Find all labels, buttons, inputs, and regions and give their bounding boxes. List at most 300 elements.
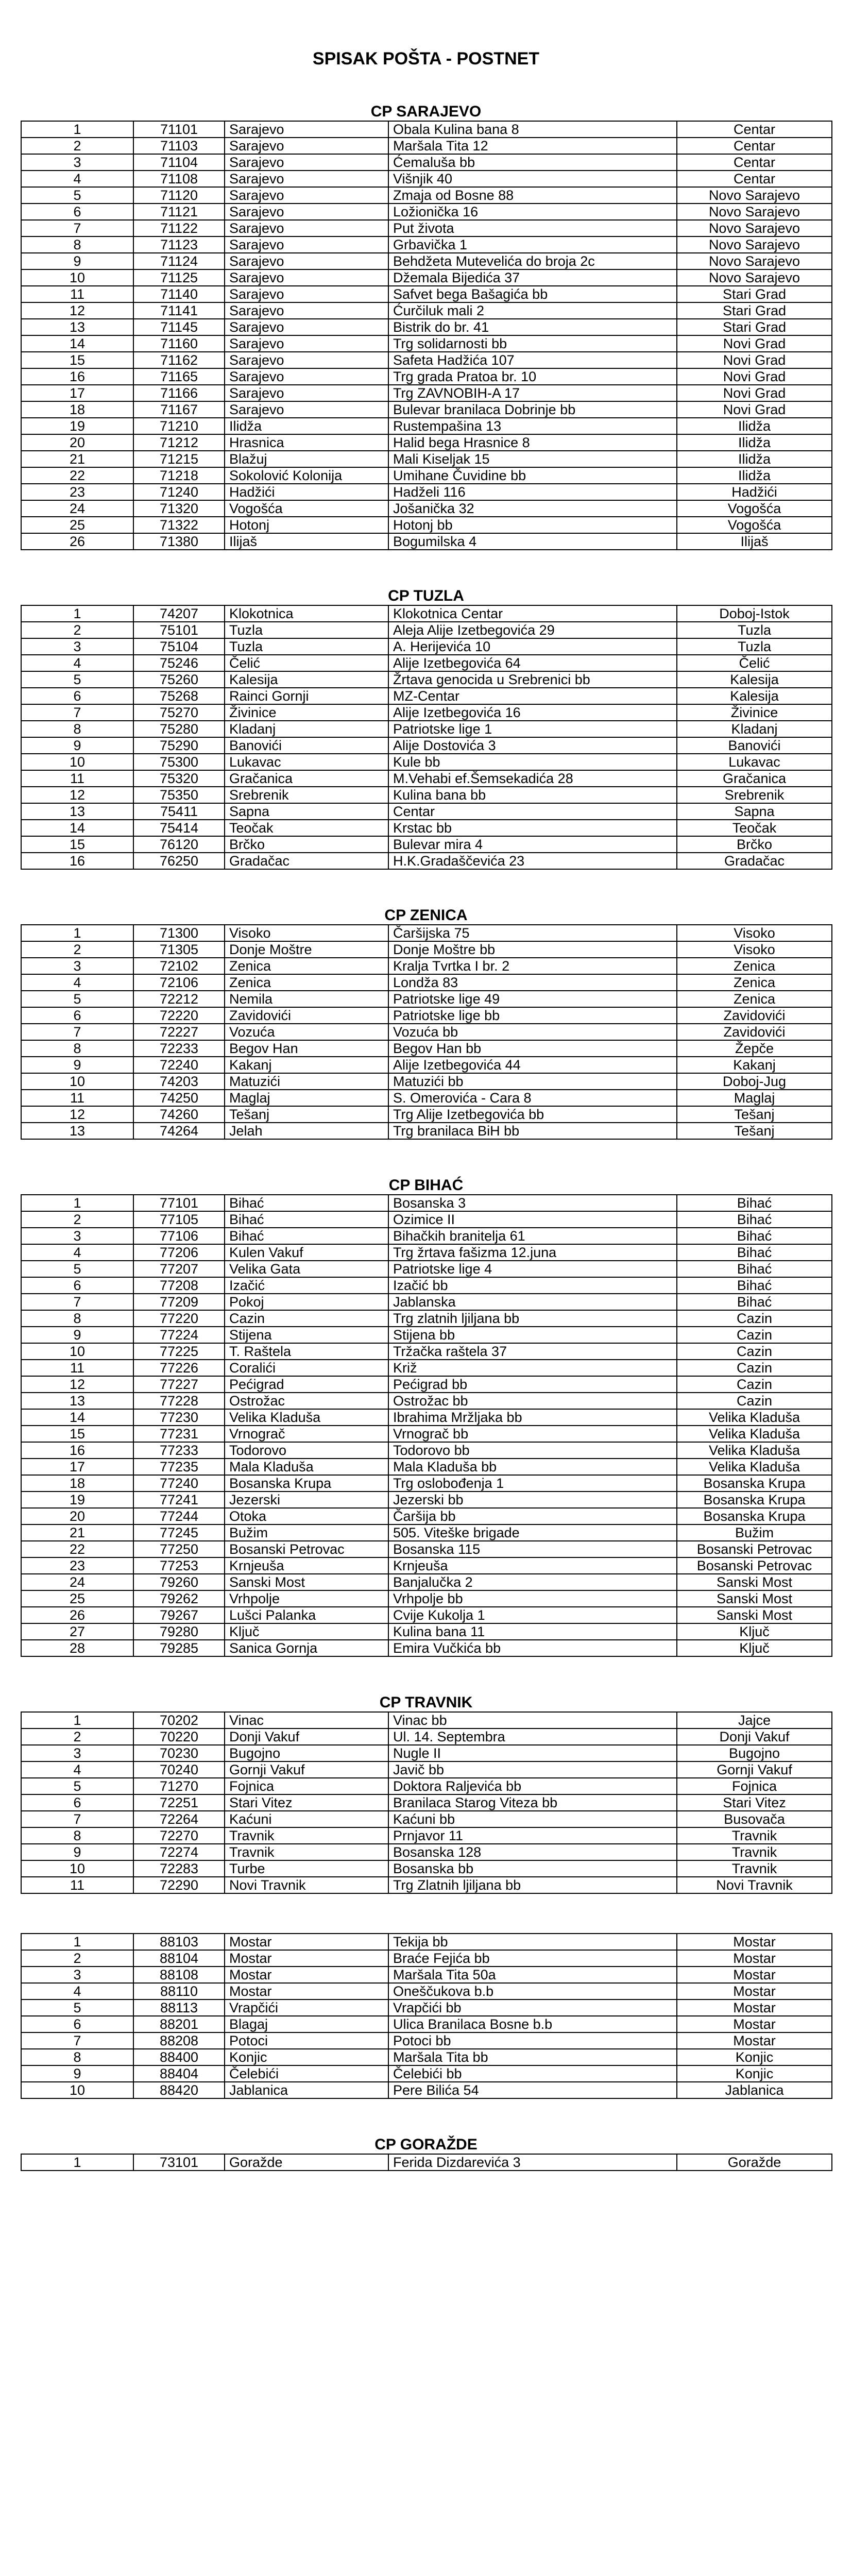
address: Mala Kladuša bb bbox=[388, 1459, 677, 1475]
row-number: 11 bbox=[21, 1090, 133, 1106]
center-name: Bihać bbox=[677, 1277, 832, 1294]
postal-code: 71125 bbox=[133, 269, 225, 286]
postal-code: 71160 bbox=[133, 335, 225, 352]
table-row bbox=[21, 787, 832, 803]
address: Maršala Tita 50a bbox=[388, 1967, 677, 1983]
postal-code: 77206 bbox=[133, 1244, 225, 1261]
center-name: Ilidža bbox=[677, 451, 832, 467]
address: Safvet bega Bašagića bb bbox=[388, 286, 677, 302]
postal-code: 77253 bbox=[133, 1557, 225, 1574]
postal-code: 76120 bbox=[133, 836, 225, 853]
table-row bbox=[21, 1073, 832, 1090]
place-name: Mostar bbox=[225, 1950, 388, 1967]
center-name: Busovača bbox=[677, 1811, 832, 1827]
center-name: Novi Grad bbox=[677, 368, 832, 385]
center-name: Novo Sarajevo bbox=[677, 269, 832, 286]
address: Jezerski bb bbox=[388, 1492, 677, 1508]
postal-code: 75260 bbox=[133, 671, 225, 688]
address: M.Vehabi ef.Šemsekadića 28 bbox=[388, 770, 677, 787]
table-row bbox=[21, 1228, 832, 1244]
address: Čaršija bb bbox=[388, 1508, 677, 1524]
address: Braće Fejića bb bbox=[388, 1950, 677, 1967]
postal-code: 74207 bbox=[133, 605, 225, 622]
row-number: 24 bbox=[21, 500, 133, 517]
address: Bosanska bb bbox=[388, 1860, 677, 1877]
postal-code: 79262 bbox=[133, 1590, 225, 1607]
table-row bbox=[21, 154, 832, 171]
address: Bosanska 3 bbox=[388, 1195, 677, 1211]
center-name: Tuzla bbox=[677, 638, 832, 655]
place-name: Todorovo bbox=[225, 1442, 388, 1459]
table-row bbox=[21, 605, 832, 622]
row-number: 10 bbox=[21, 269, 133, 286]
center-name: Zenica bbox=[677, 974, 832, 991]
center-name: Bosanski Petrovac bbox=[677, 1541, 832, 1557]
postal-code: 75246 bbox=[133, 655, 225, 671]
place-name: Lušci Palanka bbox=[225, 1607, 388, 1623]
place-name: Travnik bbox=[225, 1844, 388, 1860]
row-number: 7 bbox=[21, 1024, 133, 1040]
section-3 bbox=[21, 1177, 831, 1657]
row-number: 9 bbox=[21, 1327, 133, 1343]
address: Trg zlatnih ljiljana bb bbox=[388, 1310, 677, 1327]
address: Kulina bana bb bbox=[388, 787, 677, 803]
table-row bbox=[21, 1999, 832, 2016]
table-row bbox=[21, 1106, 832, 1123]
address: Bogumilska 4 bbox=[388, 533, 677, 550]
postal-code: 71380 bbox=[133, 533, 225, 550]
place-name: Sarajevo bbox=[225, 401, 388, 418]
address: Hadželi 116 bbox=[388, 484, 677, 500]
table-row bbox=[21, 335, 832, 352]
center-name: Vogošća bbox=[677, 500, 832, 517]
place-name: Vrnograč bbox=[225, 1426, 388, 1442]
postal-code: 71166 bbox=[133, 385, 225, 401]
center-name: Cazin bbox=[677, 1343, 832, 1360]
address: Tekija bb bbox=[388, 1934, 677, 1950]
center-name: Mostar bbox=[677, 1967, 832, 1983]
place-name: Bugojno bbox=[225, 1745, 388, 1761]
table-row bbox=[21, 836, 832, 853]
row-number: 19 bbox=[21, 1492, 133, 1508]
table-row bbox=[21, 820, 832, 836]
address: Ćemaluša bb bbox=[388, 154, 677, 171]
place-name: Bužim bbox=[225, 1524, 388, 1541]
row-number: 9 bbox=[21, 1844, 133, 1860]
center-name: Bugojno bbox=[677, 1745, 832, 1761]
center-name: Zenica bbox=[677, 958, 832, 974]
table-row bbox=[21, 500, 832, 517]
table-row bbox=[21, 721, 832, 737]
center-name: Novo Sarajevo bbox=[677, 236, 832, 253]
table-row bbox=[21, 1844, 832, 1860]
place-name: Velika Gata bbox=[225, 1261, 388, 1277]
place-name: Brčko bbox=[225, 836, 388, 853]
place-name: Živinice bbox=[225, 704, 388, 721]
center-name: Teočak bbox=[677, 820, 832, 836]
table-row bbox=[21, 958, 832, 974]
table-row bbox=[21, 941, 832, 958]
row-number: 5 bbox=[21, 1778, 133, 1794]
table-row bbox=[21, 220, 832, 236]
table-row bbox=[21, 655, 832, 671]
address: Patriotske lige bb bbox=[388, 1007, 677, 1024]
address: Patriotske lige 49 bbox=[388, 991, 677, 1007]
center-name: Bihać bbox=[677, 1195, 832, 1211]
row-number: 11 bbox=[21, 770, 133, 787]
address: Hotonj bb bbox=[388, 517, 677, 533]
table-row bbox=[21, 853, 832, 869]
table-row bbox=[21, 803, 832, 820]
center-name: Cazin bbox=[677, 1376, 832, 1393]
postal-code: 75414 bbox=[133, 820, 225, 836]
postal-code: 77224 bbox=[133, 1327, 225, 1343]
postal-code: 72227 bbox=[133, 1024, 225, 1040]
place-name: Ilijaš bbox=[225, 533, 388, 550]
table-row bbox=[21, 1195, 832, 1211]
row-number: 1 bbox=[21, 121, 133, 138]
postal-code: 88201 bbox=[133, 2016, 225, 2032]
table-row bbox=[21, 236, 832, 253]
center-name: Fojnica bbox=[677, 1778, 832, 1794]
postal-code: 88103 bbox=[133, 1934, 225, 1950]
table-row bbox=[21, 2082, 832, 2098]
postal-code: 79260 bbox=[133, 1574, 225, 1590]
table-row bbox=[21, 1057, 832, 1073]
postal-code: 72290 bbox=[133, 1877, 225, 1893]
place-name: Srebrenik bbox=[225, 787, 388, 803]
address: Begov Han bb bbox=[388, 1040, 677, 1057]
table-row bbox=[21, 533, 832, 550]
table-row bbox=[21, 1827, 832, 1844]
table-row bbox=[21, 1310, 832, 1327]
place-name: Izačić bbox=[225, 1277, 388, 1294]
row-number: 5 bbox=[21, 187, 133, 204]
center-name: Goražde bbox=[677, 2154, 832, 2171]
address: Kaćuni bb bbox=[388, 1811, 677, 1827]
table-row bbox=[21, 1492, 832, 1508]
address: Trg grada Pratoa br. 10 bbox=[388, 368, 677, 385]
place-name: Tuzla bbox=[225, 638, 388, 655]
postal-code: 71240 bbox=[133, 484, 225, 500]
postal-code: 77228 bbox=[133, 1393, 225, 1409]
row-number: 1 bbox=[21, 2154, 133, 2171]
table-row bbox=[21, 1393, 832, 1409]
table-row bbox=[21, 1574, 832, 1590]
postal-code: 72283 bbox=[133, 1860, 225, 1877]
address: Branilaca Starog Viteza bb bbox=[388, 1794, 677, 1811]
row-number: 18 bbox=[21, 1475, 133, 1492]
row-number: 12 bbox=[21, 787, 133, 803]
center-name: Donji Vakuf bbox=[677, 1728, 832, 1745]
address: Žrtava genocida u Srebrenici bb bbox=[388, 671, 677, 688]
center-name: Mostar bbox=[677, 1950, 832, 1967]
center-name: Bihać bbox=[677, 1261, 832, 1277]
address: Patriotske lige 1 bbox=[388, 721, 677, 737]
address: MZ-Centar bbox=[388, 688, 677, 704]
address: Vrapčići bb bbox=[388, 1999, 677, 2016]
row-number: 1 bbox=[21, 1934, 133, 1950]
table-row bbox=[21, 1343, 832, 1360]
address: Banjalučka 2 bbox=[388, 1574, 677, 1590]
row-number: 13 bbox=[21, 1393, 133, 1409]
place-name: Zenica bbox=[225, 958, 388, 974]
address: Bulevar mira 4 bbox=[388, 836, 677, 853]
postal-code: 72264 bbox=[133, 1811, 225, 1827]
center-name: Cazin bbox=[677, 1310, 832, 1327]
center-name: Mostar bbox=[677, 2032, 832, 2049]
row-number: 2 bbox=[21, 1950, 133, 1967]
place-name: Konjic bbox=[225, 2049, 388, 2065]
table-row bbox=[21, 754, 832, 770]
address: Rustempašina 13 bbox=[388, 418, 677, 434]
table-row bbox=[21, 385, 832, 401]
center-name: Konjic bbox=[677, 2049, 832, 2065]
row-number: 3 bbox=[21, 638, 133, 655]
place-name: Sapna bbox=[225, 803, 388, 820]
table-row bbox=[21, 925, 832, 941]
center-name: Tuzla bbox=[677, 622, 832, 638]
address: Bosanska 128 bbox=[388, 1844, 677, 1860]
row-number: 4 bbox=[21, 1244, 133, 1261]
center-name: Kalesija bbox=[677, 688, 832, 704]
place-name: Tešanj bbox=[225, 1106, 388, 1123]
place-name: Sanica Gornja bbox=[225, 1640, 388, 1656]
row-number: 10 bbox=[21, 1343, 133, 1360]
table-row bbox=[21, 974, 832, 991]
row-number: 7 bbox=[21, 2032, 133, 2049]
address: Put života bbox=[388, 220, 677, 236]
postal-code: 88420 bbox=[133, 2082, 225, 2098]
postal-code: 75270 bbox=[133, 704, 225, 721]
table-row bbox=[21, 1277, 832, 1294]
table-row bbox=[21, 269, 832, 286]
table-row bbox=[21, 187, 832, 204]
center-name: Bužim bbox=[677, 1524, 832, 1541]
row-number: 15 bbox=[21, 1426, 133, 1442]
row-number: 13 bbox=[21, 1123, 133, 1139]
table-row bbox=[21, 352, 832, 368]
postal-code: 77244 bbox=[133, 1508, 225, 1524]
table-row bbox=[21, 1761, 832, 1778]
address: Krnjeuša bbox=[388, 1557, 677, 1574]
table-row bbox=[21, 1877, 832, 1893]
postal-code: 79267 bbox=[133, 1607, 225, 1623]
table-row bbox=[21, 2154, 832, 2171]
postal-code: 77105 bbox=[133, 1211, 225, 1228]
row-number: 19 bbox=[21, 418, 133, 434]
postal-code: 79285 bbox=[133, 1640, 225, 1656]
place-name: Begov Han bbox=[225, 1040, 388, 1057]
row-number: 27 bbox=[21, 1623, 133, 1640]
address: Doktora Raljevića bb bbox=[388, 1778, 677, 1794]
address: Trg ZAVNOBIH-A 17 bbox=[388, 385, 677, 401]
postal-code: 79280 bbox=[133, 1623, 225, 1640]
center-name: Bihać bbox=[677, 1244, 832, 1261]
place-name: Banovići bbox=[225, 737, 388, 754]
center-name: Bihać bbox=[677, 1211, 832, 1228]
table-row bbox=[21, 1524, 832, 1541]
postal-code: 88404 bbox=[133, 2065, 225, 2082]
place-name: Vinac bbox=[225, 1712, 388, 1728]
postal-code: 70240 bbox=[133, 1761, 225, 1778]
postal-code: 71212 bbox=[133, 434, 225, 451]
row-number: 9 bbox=[21, 1057, 133, 1073]
postal-code: 71162 bbox=[133, 352, 225, 368]
table-row bbox=[21, 1590, 832, 1607]
table-row bbox=[21, 1211, 832, 1228]
address: Trg Zlatnih ljiljana bb bbox=[388, 1877, 677, 1893]
row-number: 26 bbox=[21, 533, 133, 550]
place-name: Matuzići bbox=[225, 1073, 388, 1090]
place-name: Nemila bbox=[225, 991, 388, 1007]
place-name: Sarajevo bbox=[225, 286, 388, 302]
postal-code: 75290 bbox=[133, 737, 225, 754]
center-name: Stari Grad bbox=[677, 319, 832, 335]
address: Mali Kiseljak 15 bbox=[388, 451, 677, 467]
place-name: Jablanica bbox=[225, 2082, 388, 2098]
center-name: Ključ bbox=[677, 1623, 832, 1640]
place-name: Vogošća bbox=[225, 500, 388, 517]
center-name: Doboj-Jug bbox=[677, 1073, 832, 1090]
postal-code: 71123 bbox=[133, 236, 225, 253]
row-number: 6 bbox=[21, 2016, 133, 2032]
address: Klokotnica Centar bbox=[388, 605, 677, 622]
place-name: Stari Vitez bbox=[225, 1794, 388, 1811]
center-name: Travnik bbox=[677, 1827, 832, 1844]
row-number: 12 bbox=[21, 1376, 133, 1393]
row-number: 14 bbox=[21, 1409, 133, 1426]
row-number: 1 bbox=[21, 605, 133, 622]
row-number: 5 bbox=[21, 1999, 133, 2016]
address: Javič bb bbox=[388, 1761, 677, 1778]
row-number: 11 bbox=[21, 1877, 133, 1893]
table-row bbox=[21, 1728, 832, 1745]
table-row bbox=[21, 1459, 832, 1475]
address: Ložionička 16 bbox=[388, 204, 677, 220]
address: Centar bbox=[388, 803, 677, 820]
row-number: 25 bbox=[21, 517, 133, 533]
postal-code: 72240 bbox=[133, 1057, 225, 1073]
address: Emira Vučkića bb bbox=[388, 1640, 677, 1656]
place-name: Gradačac bbox=[225, 853, 388, 869]
place-name: Sarajevo bbox=[225, 171, 388, 187]
center-name: Bosanska Krupa bbox=[677, 1492, 832, 1508]
postal-code: 77231 bbox=[133, 1426, 225, 1442]
place-name: Bihać bbox=[225, 1228, 388, 1244]
row-number: 18 bbox=[21, 401, 133, 418]
row-number: 8 bbox=[21, 1310, 133, 1327]
center-name: Cazin bbox=[677, 1327, 832, 1343]
address: Čaršijska 75 bbox=[388, 925, 677, 941]
row-number: 6 bbox=[21, 1007, 133, 1024]
postal-code: 76250 bbox=[133, 853, 225, 869]
table-row bbox=[21, 434, 832, 451]
address: Obala Kulina bana 8 bbox=[388, 121, 677, 138]
postal-code: 71121 bbox=[133, 204, 225, 220]
row-number: 4 bbox=[21, 974, 133, 991]
center-name: Zavidovići bbox=[677, 1007, 832, 1024]
post-office-table bbox=[21, 1194, 832, 1657]
place-name: Tuzla bbox=[225, 622, 388, 638]
sections-container bbox=[21, 103, 831, 2171]
center-name: Živinice bbox=[677, 704, 832, 721]
table-row bbox=[21, 484, 832, 500]
postal-code: 75104 bbox=[133, 638, 225, 655]
row-number: 2 bbox=[21, 1728, 133, 1745]
place-name: Teočak bbox=[225, 820, 388, 836]
place-name: Kulen Vakuf bbox=[225, 1244, 388, 1261]
center-name: Bosanski Petrovac bbox=[677, 1557, 832, 1574]
center-name: Jajce bbox=[677, 1712, 832, 1728]
address: Prnjavor 11 bbox=[388, 1827, 677, 1844]
postal-code: 77208 bbox=[133, 1277, 225, 1294]
center-name: Velika Kladuša bbox=[677, 1409, 832, 1426]
postal-code: 71210 bbox=[133, 418, 225, 434]
row-number: 6 bbox=[21, 204, 133, 220]
row-number: 6 bbox=[21, 688, 133, 704]
postal-code: 88400 bbox=[133, 2049, 225, 2065]
address: Maršala Tita 12 bbox=[388, 138, 677, 154]
row-number: 12 bbox=[21, 1106, 133, 1123]
post-office-table bbox=[21, 924, 832, 1140]
table-row bbox=[21, 302, 832, 319]
place-name: Sarajevo bbox=[225, 204, 388, 220]
row-number: 10 bbox=[21, 754, 133, 770]
postal-code: 71140 bbox=[133, 286, 225, 302]
center-name: Novo Sarajevo bbox=[677, 253, 832, 269]
table-row bbox=[21, 286, 832, 302]
place-name: Sarajevo bbox=[225, 121, 388, 138]
table-row bbox=[21, 1967, 832, 1983]
address: Višnjik 40 bbox=[388, 171, 677, 187]
postal-code: 77106 bbox=[133, 1228, 225, 1244]
place-name: Bihać bbox=[225, 1195, 388, 1211]
address: Stijena bb bbox=[388, 1327, 677, 1343]
center-name: Centar bbox=[677, 121, 832, 138]
table-row bbox=[21, 737, 832, 754]
address: Pećigrad bb bbox=[388, 1376, 677, 1393]
center-name: Srebrenik bbox=[677, 787, 832, 803]
place-name: Travnik bbox=[225, 1827, 388, 1844]
row-number: 26 bbox=[21, 1607, 133, 1623]
center-name: Velika Kladuša bbox=[677, 1442, 832, 1459]
address: Aleja Alije Izetbegovića 29 bbox=[388, 622, 677, 638]
table-row bbox=[21, 622, 832, 638]
address: Kulina bana 11 bbox=[388, 1623, 677, 1640]
section-heading: CP BIHAĆ bbox=[388, 1177, 464, 1194]
center-name: Travnik bbox=[677, 1860, 832, 1877]
table-row bbox=[21, 1860, 832, 1877]
postal-code: 77233 bbox=[133, 1442, 225, 1459]
row-number: 4 bbox=[21, 1761, 133, 1778]
row-number: 9 bbox=[21, 737, 133, 754]
address: Ozimice II bbox=[388, 1211, 677, 1228]
table-row bbox=[21, 1794, 832, 1811]
place-name: Sokolović Kolonija bbox=[225, 467, 388, 484]
address: Vrnograč bb bbox=[388, 1426, 677, 1442]
section-2 bbox=[21, 907, 831, 1140]
center-name: Novo Sarajevo bbox=[677, 204, 832, 220]
place-name: Goražde bbox=[225, 2154, 388, 2171]
table-row bbox=[21, 1745, 832, 1761]
table-row bbox=[21, 1244, 832, 1261]
post-office-table bbox=[21, 121, 832, 550]
center-name: Lukavac bbox=[677, 754, 832, 770]
center-name: Brčko bbox=[677, 836, 832, 853]
place-name: Hotonj bbox=[225, 517, 388, 533]
center-name: Kakanj bbox=[677, 1057, 832, 1073]
